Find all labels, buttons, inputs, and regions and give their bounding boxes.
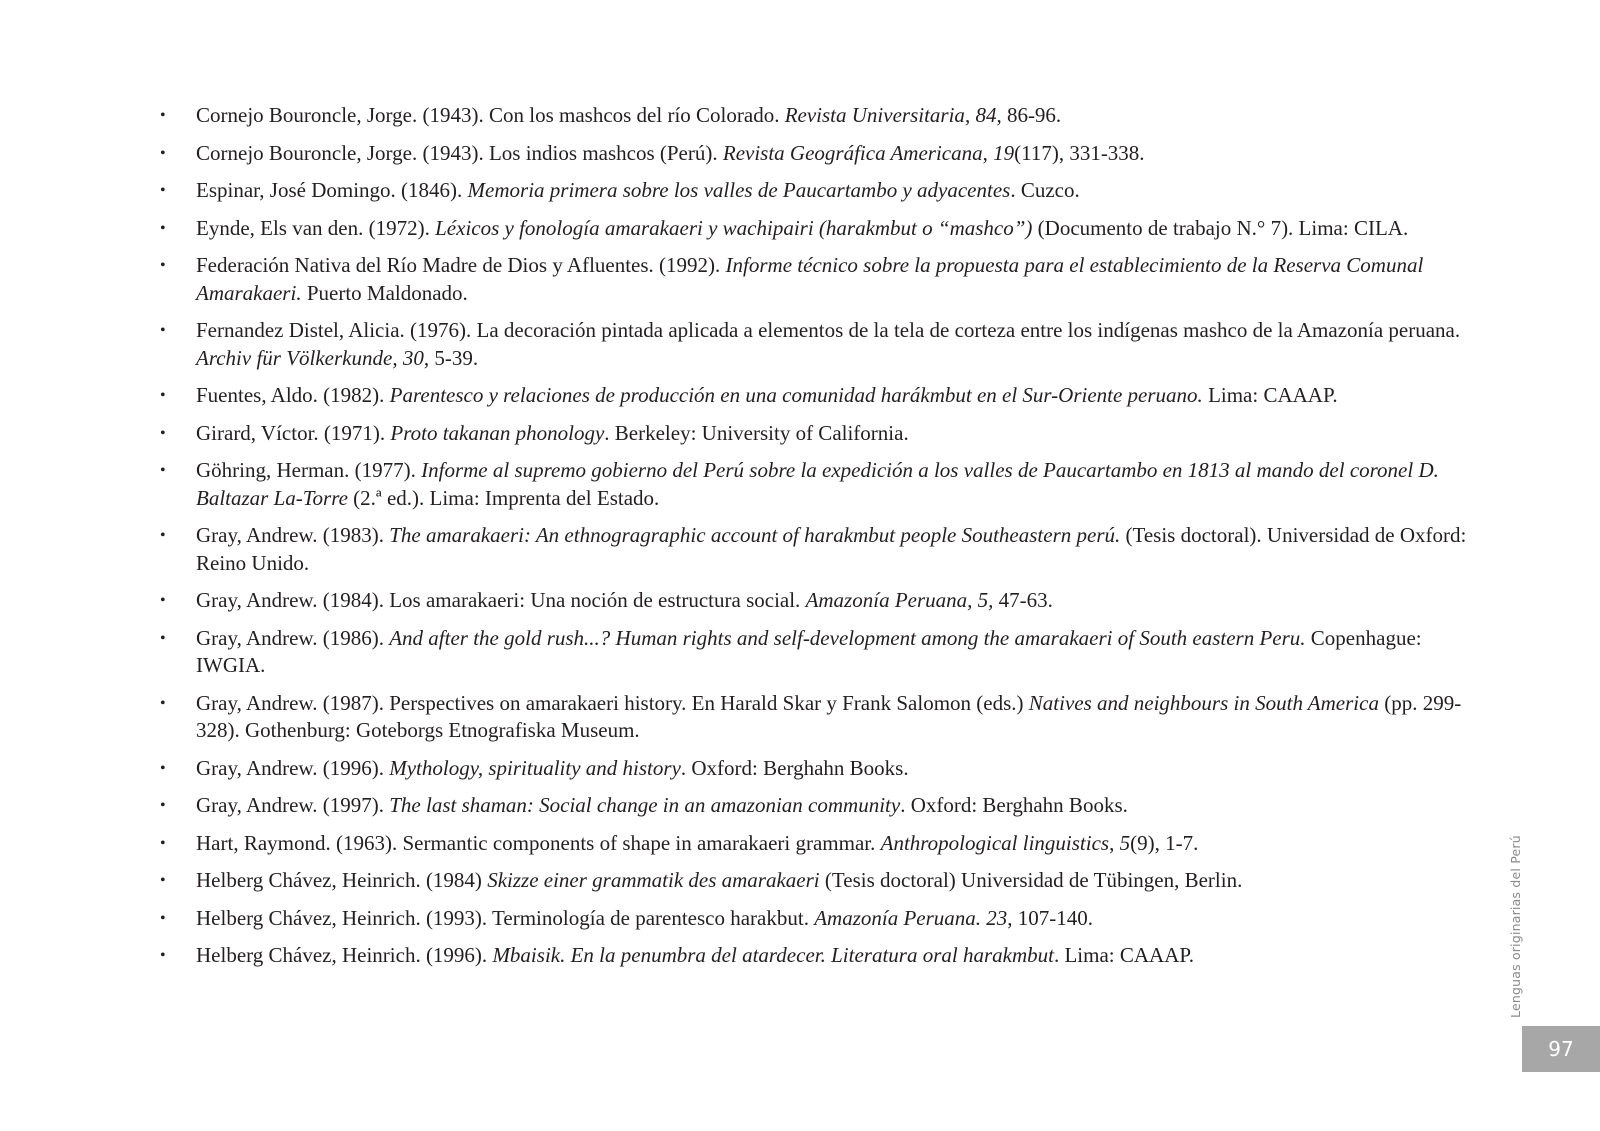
reference-item — [160, 317, 1495, 372]
bullet-icon: • — [160, 424, 166, 442]
reference-text-segment: (Documento de trabajo N.° 7). Lima: CILA. — [1032, 215, 1409, 240]
bullet-icon: • — [160, 592, 166, 609]
reference-title-italic: Memoria primera sobre los valles de Paucartambo y adyacentes — [467, 178, 1011, 202]
reference-text-segment: Cornejo Bouroncle, Jorge. (1943). Con los mashcos del río Colorado. — [196, 103, 785, 127]
reference-text-segment: Helberg Chávez, Heinrich. (1993). Terminología de parentesco harakbut. — [196, 905, 815, 930]
reference-text — [196, 691, 1461, 743]
bullet-icon: • — [160, 219, 166, 237]
bullet-icon: • — [160, 322, 166, 339]
reference-title-italic: Amazonía Peruana. 23 — [814, 905, 1008, 930]
reference-text-segment: Gray, Andrew. (1984). Los amarakaeri: Una noción de estructura social. — [196, 588, 806, 612]
reference-item — [160, 587, 1495, 615]
reference-text — [196, 868, 1242, 892]
reference-text-segment: Copenhague: IWGIA. — [196, 625, 1422, 677]
reference-title-italic: 19 — [993, 140, 1015, 165]
reference-text-segment: Lima: CAAAP. — [1202, 383, 1338, 407]
reference-text-segment: . Berkeley: University of California. — [604, 420, 909, 445]
reference-title-italic: And after the gold rush...? Human rights and self-development among the amarakaeri of South eastern Peru. — [389, 625, 1306, 650]
reference-text-segment: (pp. 299-328). Gothenburg: Goteborgs Etnografiska Museum. — [196, 690, 1462, 742]
bullet-icon: • — [160, 694, 166, 712]
reference-text — [196, 253, 1423, 305]
reference-item — [160, 140, 1495, 168]
reference-text-segment: Girard, Víctor. (1971). — [196, 420, 391, 445]
bullet-icon: • — [160, 947, 166, 964]
reference-text-segment: Eynde, Els van den. (1972). — [196, 215, 436, 240]
reference-text — [196, 318, 1460, 370]
bullet-icon: • — [160, 387, 166, 404]
reference-text-segment: , — [982, 140, 994, 165]
reference-title-italic: Natives and neighbours in South America — [1028, 690, 1379, 715]
references-list — [160, 102, 1495, 980]
reference-text — [196, 906, 1093, 930]
reference-text — [196, 421, 909, 445]
reference-text — [196, 756, 909, 780]
page-number: 97 — [1548, 1037, 1574, 1061]
reference-item — [160, 905, 1495, 933]
bullet-icon: • — [160, 257, 166, 274]
reference-text-segment: Gray, Andrew. (1996). — [196, 755, 390, 780]
reference-text — [196, 458, 1439, 510]
bullet-icon: • — [160, 144, 166, 162]
reference-text-segment: , — [964, 103, 976, 127]
reference-item — [160, 102, 1495, 130]
reference-title-italic: Mythology, spirituality and history — [389, 755, 681, 780]
reference-text-segment: Göhring, Herman. (1977). — [196, 458, 422, 482]
reference-text-segment: Puerto Maldonado. — [301, 280, 468, 305]
bullet-icon: • — [160, 629, 166, 647]
reference-title-italic: 5 — [1119, 830, 1131, 855]
reference-title-italic: Mbaisik. En la penumbra del atardecer. Literatura oral harakmbut — [492, 943, 1054, 967]
reference-item — [160, 792, 1495, 820]
reference-title-italic: Skizze einer grammatik des amarakaeri — [487, 868, 820, 892]
reference-text-segment: Cornejo Bouroncle, Jorge. (1943). Los indios mashcos (Perú). — [196, 140, 723, 165]
reference-item — [160, 382, 1495, 410]
reference-text-segment: Helberg Chávez, Heinrich. (1984) — [196, 868, 488, 892]
reference-text-segment: , 5-39. — [423, 345, 479, 370]
reference-text-segment: . Cuzco. — [1010, 178, 1080, 202]
bullet-icon: • — [160, 834, 166, 852]
reference-text-segment: Espinar, José Domingo. (1846). — [196, 178, 468, 202]
reference-text-segment: (Tesis doctoral). Universidad de Oxford: Reino Unido. — [196, 523, 1467, 575]
reference-text-segment: Gray, Andrew. (1997). — [196, 793, 390, 817]
reference-text-segment: Hart, Raymond. (1963). Sermantic components of shape in amarakaeri grammar. — [196, 830, 881, 855]
reference-title-italic: Amazonía Peruana, 5, — [805, 588, 994, 612]
reference-item — [160, 625, 1495, 680]
reference-title-italic: Informe técnico sobre la propuesta para el establecimiento de la Reserva Comunal Amarakaeri. — [196, 253, 1424, 305]
reference-title-italic: Parentesco y relaciones de producción en una comunidad harákmbut en el Sur-Oriente peruano. — [389, 383, 1203, 407]
bullet-icon: • — [160, 759, 166, 777]
reference-text-segment: Helberg Chávez, Heinrich. (1996). — [196, 943, 493, 967]
reference-text-segment: . Lima: CAAAP. — [1053, 943, 1194, 967]
reference-item — [160, 522, 1495, 577]
reference-text — [196, 793, 1128, 817]
reference-text-segment: , 86-96. — [996, 103, 1062, 127]
reference-title-italic: Archiv für Völkerkunde, 30 — [196, 345, 424, 370]
reference-text-segment: Fernandez Distel, Alicia. (1976). La decoración pintada aplicada a elementos de la tela de corteza entre los indígenas mashco de la Amazonía peruana. — [196, 318, 1461, 342]
reference-item — [160, 420, 1495, 448]
reference-item — [160, 252, 1495, 307]
reference-title-italic: Anthropological linguistics — [880, 830, 1110, 855]
reference-text-segment: (2.ª ed.). Lima: Imprenta del Estado. — [347, 485, 660, 510]
reference-text-segment: , — [1109, 830, 1120, 855]
reference-title-italic: Léxicos y fonología amarakaeri y wachipairi (harakmbut o “mashco”) — [435, 215, 1033, 240]
reference-title-italic: The amarakaeri: An ethnogragraphic account of harakmbut people Southeastern perú. — [389, 523, 1121, 547]
reference-text-segment: Fuentes, Aldo. (1982). — [196, 383, 390, 407]
reference-text — [196, 383, 1338, 407]
reference-text-segment: Gray, Andrew. (1983). — [196, 523, 390, 547]
bullet-icon: • — [160, 909, 166, 927]
reference-item — [160, 867, 1495, 895]
reference-title-italic: Informe al supremo gobierno del Perú sobre la expedición a los valles de Paucartambo en 1813 al mando del coronel D. Baltazar La-Torre — [196, 458, 1439, 510]
reference-title-italic: Proto takanan phonology — [390, 420, 605, 445]
reference-text-segment: (117), 331-338. — [1014, 140, 1145, 165]
reference-title-italic: Revista Geográfica Americana — [722, 140, 983, 165]
bullet-icon: • — [160, 797, 166, 814]
bullet-icon: • — [160, 527, 166, 544]
reference-item — [160, 942, 1495, 970]
reference-text-segment: Gray, Andrew. (1987). Perspectives on amarakaeri history. En Harald Skar y Frank Salomon (eds.) — [196, 690, 1029, 715]
reference-text — [196, 103, 1061, 127]
reference-text-segment: Federación Nativa del Río Madre de Dios y Afluentes. (1992). — [196, 253, 726, 277]
reference-text — [196, 626, 1422, 678]
reference-text — [196, 943, 1194, 967]
reference-text-segment: , 107-140. — [1007, 905, 1094, 930]
reference-text-segment: (9), 1-7. — [1130, 830, 1199, 855]
reference-item — [160, 755, 1495, 783]
reference-item — [160, 215, 1495, 243]
bullet-icon: • — [160, 107, 166, 124]
reference-text-segment: (Tesis doctoral) Universidad de Tübingen, Berlin. — [819, 868, 1243, 892]
page-number-tab — [1522, 1026, 1600, 1072]
running-section-label: Lenguas originarias del Perú — [1508, 835, 1523, 1018]
reference-title-italic: The last shaman: Social change in an amazonian community — [389, 793, 901, 817]
reference-title-italic: Revista Universitaria — [784, 103, 965, 127]
reference-item — [160, 830, 1495, 858]
reference-text — [196, 831, 1198, 855]
reference-item — [160, 177, 1495, 205]
reference-text-segment: Gray, Andrew. (1986). — [196, 625, 390, 650]
reference-text-segment: . Oxford: Berghahn Books. — [900, 793, 1128, 817]
bullet-icon: • — [160, 872, 166, 889]
bullet-icon: • — [160, 182, 166, 199]
reference-text — [196, 178, 1080, 202]
reference-text — [196, 216, 1408, 240]
reference-title-italic: 84 — [975, 103, 997, 127]
reference-item — [160, 690, 1495, 745]
reference-text — [196, 141, 1145, 165]
bullet-icon: • — [160, 462, 166, 479]
reference-text — [196, 588, 1053, 612]
reference-text-segment: 47-63. — [993, 588, 1053, 612]
reference-text-segment: . Oxford: Berghahn Books. — [680, 755, 909, 780]
reference-text — [196, 523, 1466, 575]
reference-item — [160, 457, 1495, 512]
